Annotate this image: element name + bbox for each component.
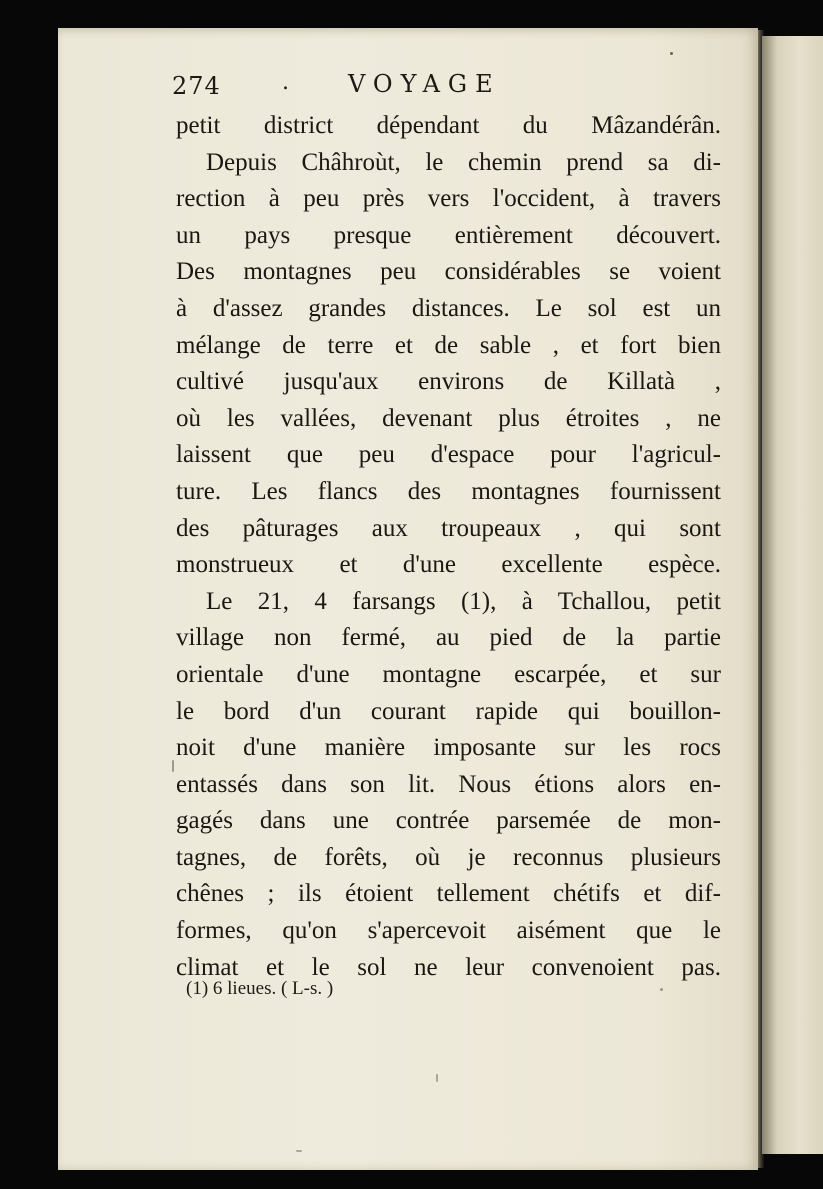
paper-speck: [172, 760, 174, 772]
text-line: mélange de terre et de sable , et fort bien: [176, 331, 721, 359]
paper-speck: [296, 1150, 302, 1152]
text-line: laissent que peu d'espace pour l'agricul-: [176, 441, 721, 469]
text-line: Le 21, 4 farsangs (1), à Tchallou, petit: [206, 587, 721, 615]
text-line: chênes ; ils étoient tellement chétifs et dif-: [176, 880, 721, 908]
header-separator: .: [282, 70, 289, 95]
text-line: un pays presque entièrement découvert.: [176, 221, 721, 249]
text-line: petit district dépendant du Mâzandérân.: [176, 112, 721, 139]
text-line: entassés dans son lit. Nous étions alors en-: [176, 770, 721, 798]
paper-speck: [436, 1074, 438, 1082]
paper-speck: [670, 52, 673, 55]
text-line: orientale d'une montagne escarpée, et sur: [176, 660, 721, 688]
text-line: gagés dans une contrée parsemée de mon-: [176, 807, 721, 835]
page-number: 274: [172, 72, 221, 100]
text-line: village non fermé, au pied de la partie: [176, 624, 721, 652]
running-title: VOYAGE: [348, 70, 501, 98]
text-line: climat et le sol ne leur convenoient pas.: [176, 953, 721, 981]
footnote: (1) 6 lieues. ( L-s. ): [186, 978, 334, 999]
text-line: rection à peu près vers l'occident, à travers: [176, 185, 721, 213]
paper-speck: [660, 988, 663, 991]
text-line: Des montagnes peu considérables se voient: [176, 258, 721, 286]
text-line: formes, qu'on s'apercevoit aisément que le: [176, 917, 721, 945]
text-line: ture. Les flancs des montagnes fournissent: [176, 477, 721, 505]
page-header: [172, 66, 732, 106]
body-text: [176, 108, 721, 986]
text-line: monstrueux et d'une excellente espèce.: [176, 551, 721, 579]
text-line: tagnes, de forêts, où je reconnus plusieurs: [176, 843, 721, 871]
text-line: où les vallées, devenant plus étroites , ne: [176, 404, 721, 432]
text-line: cultivé jusqu'aux environs de Killatà ,: [176, 368, 721, 396]
text-line: le bord d'un courant rapide qui bouillon-: [176, 697, 721, 725]
facing-page-edge: [762, 36, 823, 1154]
text-line: à d'assez grandes distances. Le sol est un: [176, 294, 721, 322]
text-line: noit d'une manière imposante sur les rocs: [176, 734, 721, 762]
text-line: Depuis Châhroùt, le chemin prend sa di-: [206, 148, 721, 176]
text-line: des pâturages aux troupeaux , qui sont: [176, 514, 721, 542]
